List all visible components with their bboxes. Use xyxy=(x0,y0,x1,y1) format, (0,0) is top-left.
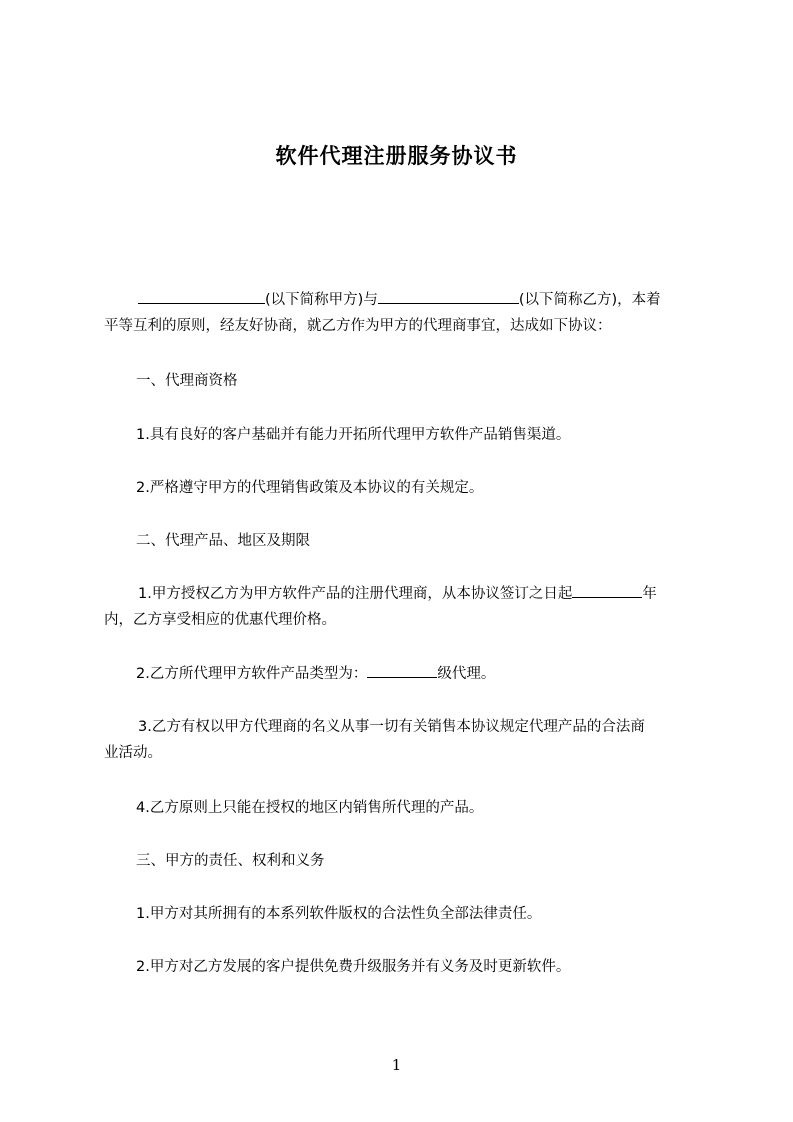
intro-paragraph xyxy=(104,287,689,339)
party-b-suffix: (以下简称乙方)，本着 xyxy=(518,292,661,308)
section-2-item-2-line xyxy=(136,661,721,687)
intro-line-2: 平等互利的原则，经友好协商，就乙方作为甲方的代理商事宜，达成如下协议： xyxy=(104,318,612,334)
product-type-text: 2.乙方所代理甲方软件产品类型为： xyxy=(136,666,368,682)
page-number: 1 xyxy=(391,1056,402,1074)
section-2-item-1-line-2: 内，乙方享受相应的优惠代理价格。 xyxy=(104,612,336,628)
section-1-item-1: 1.具有良好的客户基础并有能力开拓所代理甲方软件产品销售渠道。 xyxy=(136,427,571,443)
section-2-item-3 xyxy=(104,714,689,766)
section-3-item-1: 1.甲方对其所拥有的本系列软件版权的合法性负全部法律责任。 xyxy=(136,906,542,922)
section-2-item-2 xyxy=(136,661,721,687)
party-b-blank[interactable] xyxy=(378,289,519,304)
section-2-heading: 二、代理产品、地区及期限 xyxy=(136,533,310,549)
section-2-item-3-line-1 xyxy=(104,714,689,740)
party-a-blank[interactable] xyxy=(138,289,265,304)
section-2-item-1 xyxy=(104,581,689,633)
section-3-heading: 三、甲方的责任、权利和义务 xyxy=(136,853,325,869)
agent-level-suffix: 级代理。 xyxy=(437,666,496,682)
term-years-blank[interactable] xyxy=(572,583,642,598)
agent-level-blank[interactable] xyxy=(367,663,437,678)
section-3-item-2: 2.甲方对乙方发展的客户提供免费升级服务并有义务及时更新软件。 xyxy=(136,959,571,975)
section-1-heading: 一、代理商资格 xyxy=(136,373,238,389)
document-title: 软件代理注册服务协议书 xyxy=(275,144,518,168)
section-2-item-3-line-2: 业活动。 xyxy=(104,745,162,761)
section-2-item-4: 4.乙方原则上只能在授权的地区内销售所代理的产品。 xyxy=(136,800,484,816)
intro-line-1 xyxy=(104,287,689,313)
party-a-suffix: (以下简称甲方)与 xyxy=(265,292,378,308)
section-1-item-2: 2.严格遵守甲方的代理销售政策及本协议的有关规定。 xyxy=(136,480,484,496)
term-years-suffix: 年 xyxy=(642,586,657,602)
term-text: 1.甲方授权乙方为甲方软件产品的注册代理商，从本协议签订之日起 xyxy=(138,586,573,602)
section-2-item-3-text: 3.乙方有权以甲方代理商的名义从事一切有关销售本协议规定代理产品的合法商 xyxy=(138,719,645,735)
section-2-item-1-line-1 xyxy=(104,581,689,607)
